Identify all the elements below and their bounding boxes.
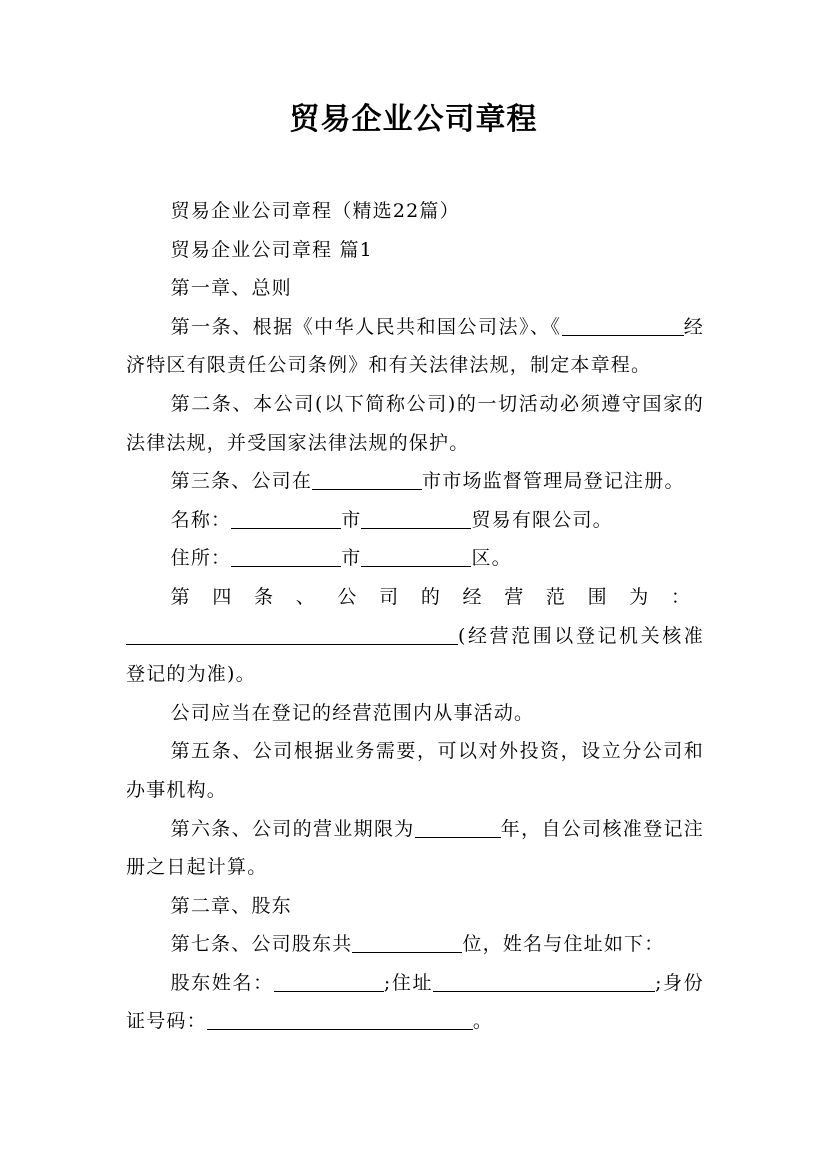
paragraph-text: 区。 xyxy=(471,547,512,570)
blank-line xyxy=(415,817,501,838)
paragraph-text: 。 xyxy=(472,1010,494,1033)
paragraph-text: 第二章、股东 xyxy=(170,894,292,917)
blank-line xyxy=(312,469,422,490)
paragraph-text: 名称： xyxy=(170,508,232,531)
paragraph-text: (经营范围以登记机关核准登记的为准)。 xyxy=(126,624,704,686)
paragraph-text: 第六条、公司的营业期限为 xyxy=(170,817,415,840)
paragraph-article-7 xyxy=(126,925,704,964)
paragraph-article-1 xyxy=(126,308,704,385)
paragraph-text: 公司应当在登记的经营范围内从事活动。 xyxy=(170,701,535,724)
document-title: 贸易企业公司章程 xyxy=(289,102,538,137)
paragraph-text: 市市场监督管理局登记注册。 xyxy=(422,470,685,493)
paragraph-text: 位，姓名与住址如下： xyxy=(462,933,665,956)
paragraph-text: 市 xyxy=(341,547,362,570)
paragraph-text: 第七条、公司股东共 xyxy=(170,933,353,956)
blank-line xyxy=(126,624,458,645)
paragraph-article-4-cont xyxy=(126,617,704,694)
document-body xyxy=(126,192,704,1041)
paragraph-text: 贸易有限公司。 xyxy=(471,508,613,531)
paragraph-business-scope-note xyxy=(126,694,704,733)
paragraph-text: 第二条、本公司(以下简称公司)的一切活动必须遵守国家的法律法规，并受国家法律法规的保护。 xyxy=(126,392,704,454)
paragraph-company-address xyxy=(126,539,704,578)
paragraph-text: ;住址 xyxy=(383,971,434,994)
blank-line xyxy=(207,1009,473,1030)
paragraph-text: 市 xyxy=(341,508,362,531)
blank-line xyxy=(361,508,471,529)
paragraph-text: 第三条、公司在 xyxy=(170,470,313,493)
paragraph-text: 第一条、根据《中华人民共和国公司法》、《 xyxy=(170,315,562,338)
blank-line xyxy=(562,315,684,336)
paragraph-article-3 xyxy=(126,462,704,501)
paragraph-chapter-two xyxy=(126,887,704,926)
blank-line xyxy=(274,971,384,992)
paragraph-section-heading xyxy=(126,231,704,270)
paragraph-article-4 xyxy=(126,578,704,617)
paragraph-text: 第一章、总则 xyxy=(170,277,292,300)
paragraph-shareholder-info xyxy=(126,964,704,1041)
paragraph-article-2 xyxy=(126,385,704,462)
paragraph-text: 经济特区有限责任公司条例》和有关法律法规，制定本章程。 xyxy=(126,315,704,377)
paragraph-article-6 xyxy=(126,810,704,887)
paragraph-text: 年，自公司核准登记注册之日起计算。 xyxy=(126,817,704,879)
paragraph-company-name xyxy=(126,501,704,540)
paragraph-text: 股东姓名： xyxy=(170,971,274,994)
paragraph-subtitle xyxy=(126,192,704,231)
paragraph-text: 贸易企业公司章程 篇1 xyxy=(170,238,373,261)
paragraph-text: 贸易企业公司章程（精选22篇） xyxy=(170,200,460,222)
paragraph-article-5 xyxy=(126,732,704,809)
paragraph-chapter-one xyxy=(126,269,704,308)
blank-line xyxy=(352,932,462,953)
blank-line xyxy=(231,508,341,529)
blank-line xyxy=(433,971,655,992)
blank-line xyxy=(231,546,341,567)
blank-line xyxy=(361,546,471,567)
paragraph-text: 第五条、公司根据业务需要，可以对外投资，设立分公司和办事机构。 xyxy=(126,740,704,801)
paragraph-text: 第四条、公司的经营范围为： xyxy=(170,585,704,608)
paragraph-text: 住所： xyxy=(170,547,232,570)
paragraph-text: ;身份证号码： xyxy=(126,971,704,1033)
